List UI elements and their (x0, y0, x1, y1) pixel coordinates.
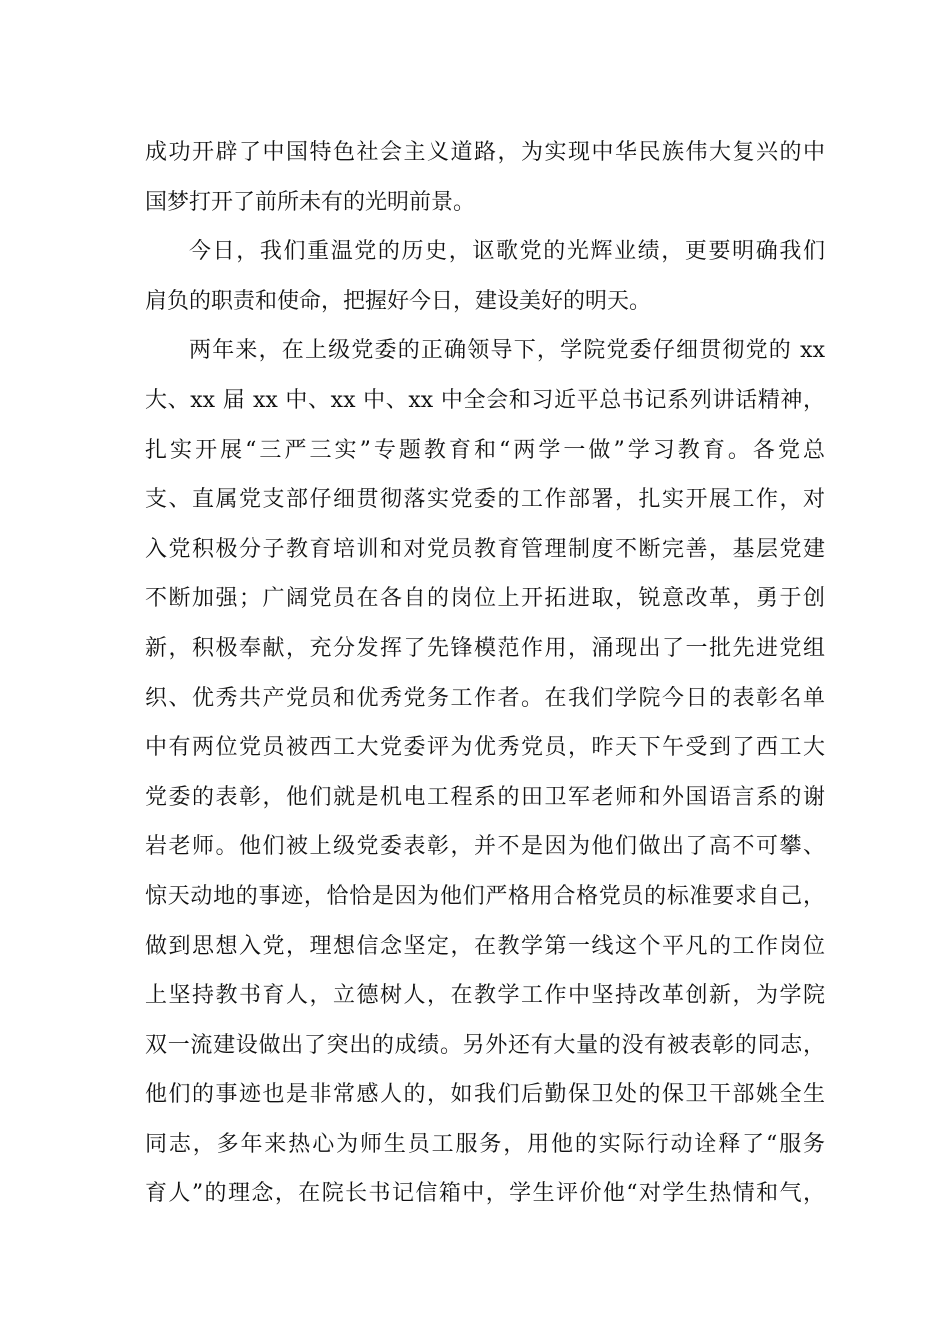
text-line: 支、直属党支部仔细贯彻落实党委的工作部署，扎实开展工作，对 (145, 487, 825, 513)
text-line: 新，积极奉献，充分发挥了先锋模范作用，涌现出了一批先进党组 (145, 635, 825, 661)
text-line: 织、优秀共产党员和优秀党务工作者。在我们学院今日的表彰名单 (145, 685, 825, 711)
text-line: 大、xx 届 xx 中、xx 中、xx 中全会和习近平总书记系列讲话精神， (145, 387, 825, 413)
text-line: 国梦打开了前所未有的光明前景。 (145, 189, 476, 215)
paragraph-3 (145, 326, 825, 1219)
text-line: 两年来，在上级党委的正确领导下，学院党委仔细贯彻党的 xx (189, 338, 825, 364)
text-line: 中有两位党员被西工大党委评为优秀党员，昨天下午受到了西工大 (145, 735, 825, 761)
body-text (145, 128, 825, 1219)
text-line: 上坚持教书育人，立德树人，在教学工作中坚持改革创新，为学院 (145, 983, 825, 1009)
text-line: 入党积极分子教育培训和对党员教育管理制度不断完善，基层党建 (145, 536, 825, 562)
text-line: 不断加强；广阔党员在各自的岗位上开拓进取，锐意改革，勇于创 (145, 586, 825, 612)
text-line: 双一流建设做出了突出的成绩。另外还有大量的没有被表彰的同志， (145, 1032, 825, 1058)
text-line: 他们的事迹也是非常感人的，如我们后勤保卫处的保卫干部姚全生 (145, 1082, 825, 1108)
text-line: 做到思想入党，理想信念坚定，在教学第一线这个平凡的工作岗位 (145, 933, 825, 959)
text-line: 今日，我们重温党的历史，讴歌党的光辉业绩，更要明确我们 (189, 239, 825, 265)
text-line: 育人”的理念，在院长书记信箱中，学生评价他“对学生热情和气， (145, 1181, 825, 1207)
text-line: 肩负的职责和使命，把握好今日，建设美好的明天。 (145, 288, 652, 314)
text-line: 成功开辟了中国特色社会主义道路，为实现中华民族伟大复兴的中 (145, 140, 825, 165)
text-line: 扎实开展“三严三实”专题教育和“两学一做”学习教育。各党总 (145, 437, 825, 463)
text-line: 惊天动地的事迹，恰恰是因为他们严格用合格党员的标准要求自己， (145, 883, 825, 909)
text-line: 岩老师。他们被上级党委表彰，并不是因为他们做出了高不可攀、 (145, 834, 825, 860)
paragraph-1 (145, 128, 825, 227)
paragraph-2 (145, 227, 825, 326)
text-line: 党委的表彰，他们就是机电工程系的田卫军老师和外国语言系的谢 (145, 784, 825, 810)
text-line: 同志，多年来热心为师生员工服务，用他的实际行动诠释了“服务 (145, 1131, 825, 1157)
